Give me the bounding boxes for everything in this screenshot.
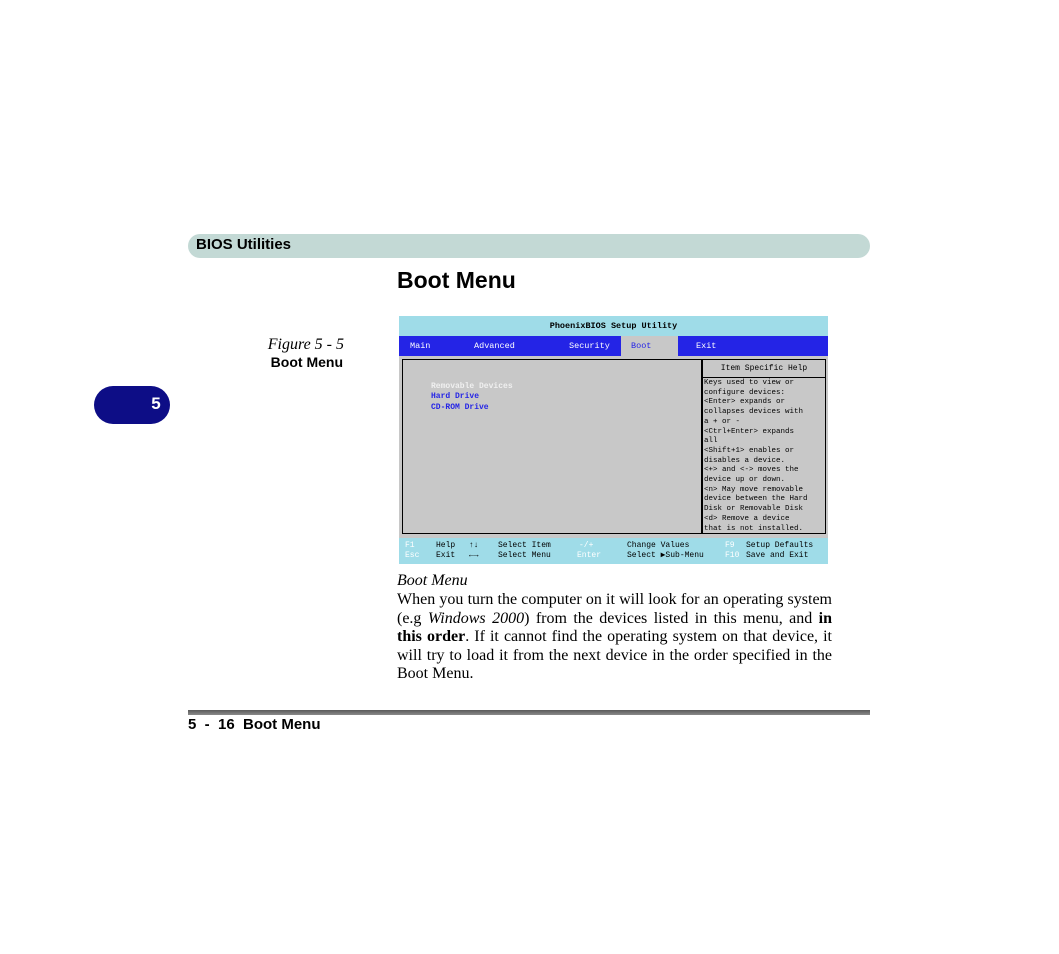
body-paragraph bbox=[397, 591, 832, 684]
bios-menu-security[interactable]: Security bbox=[569, 341, 610, 351]
help-line: <d> Remove a device bbox=[704, 514, 790, 523]
bios-menu-advanced[interactable]: Advanced bbox=[474, 341, 515, 351]
paragraph-bold: in this order bbox=[397, 609, 833, 645]
bios-body bbox=[399, 356, 828, 538]
help-line: <Enter> expands or bbox=[704, 398, 786, 407]
page-title: Boot Menu bbox=[397, 267, 516, 293]
help-line: <Ctrl+Enter> expands bbox=[704, 427, 795, 436]
key-minus-plus: -/+ bbox=[579, 541, 594, 550]
boot-item-removable-devices[interactable]: Removable Devices bbox=[431, 382, 513, 391]
header-title: BIOS Utilities bbox=[196, 236, 292, 253]
bios-menu-exit[interactable]: Exit bbox=[696, 341, 717, 351]
paragraph-text: . If it cannot find the operating system on that device, it will try to load it from the next device in the order specified in the Boot Menu. bbox=[397, 628, 833, 682]
help-line: Disk or Removable Disk bbox=[704, 505, 804, 514]
key-help-label: Help bbox=[436, 541, 456, 550]
help-line: device between the Hard bbox=[704, 495, 808, 504]
bios-menu-main[interactable]: Main bbox=[410, 341, 431, 351]
help-header: Item Specific Help bbox=[702, 359, 826, 378]
key-setup-defaults-label: Setup Defaults bbox=[746, 541, 814, 550]
arrow-up-down-icon: ↑↓ bbox=[469, 541, 479, 550]
figure-caption: Boot Menu bbox=[270, 354, 343, 370]
help-line: disables a device. bbox=[704, 456, 786, 465]
help-panel bbox=[702, 377, 826, 534]
paragraph-italic: Windows 2000 bbox=[427, 609, 525, 627]
help-line: all bbox=[704, 437, 718, 446]
paragraph-text: ) from the devices listed in this menu, and bbox=[524, 609, 819, 627]
bios-menu-boot[interactable]: Boot bbox=[621, 336, 678, 356]
key-enter: Enter bbox=[577, 551, 602, 560]
help-line: <n> May move removable bbox=[704, 485, 804, 494]
boot-item-cd-rom-drive[interactable]: CD-ROM Drive bbox=[431, 403, 489, 412]
bios-menubar bbox=[399, 336, 828, 356]
key-f1: F1 bbox=[405, 541, 415, 550]
key-exit-label: Exit bbox=[436, 551, 456, 560]
footer-page-label: 5 - 16 Boot Menu bbox=[188, 716, 321, 733]
help-line: <+> and <-> moves the bbox=[704, 466, 799, 475]
key-select-item-label: Select Item bbox=[498, 541, 551, 550]
boot-device-list bbox=[402, 359, 702, 534]
key-select-submenu-label: Select ▶Sub-Menu bbox=[627, 551, 704, 560]
key-esc: Esc bbox=[405, 551, 420, 560]
chapter-number: 5 bbox=[151, 394, 161, 413]
bios-screenshot bbox=[399, 316, 828, 564]
help-line: Keys used to view or bbox=[704, 379, 795, 387]
bios-keybar bbox=[399, 538, 828, 564]
help-line: device up or down. bbox=[704, 476, 786, 485]
arrow-left-right-icon: ←→ bbox=[469, 551, 479, 560]
figure-number: Figure 5 - 5 bbox=[267, 336, 344, 353]
key-change-values-label: Change Values bbox=[627, 541, 690, 550]
help-line: configure devices: bbox=[704, 388, 786, 397]
help-line: <Shift+1> enables or bbox=[704, 446, 795, 455]
help-line: a + or - bbox=[704, 417, 741, 426]
boot-item-hard-drive[interactable]: Hard Drive bbox=[431, 392, 480, 401]
key-save-exit-label: Save and Exit bbox=[746, 551, 809, 560]
section-subtitle: Boot Menu bbox=[397, 572, 468, 589]
key-select-menu-label: Select Menu bbox=[498, 551, 551, 560]
key-f10: F10 bbox=[725, 551, 740, 560]
paragraph-text: When you turn the computer on it will look for an operating system (e.g bbox=[397, 591, 832, 627]
help-line: collapses devices with bbox=[704, 408, 804, 417]
help-line: that is not installed. bbox=[704, 524, 804, 533]
bios-title: PhoenixBIOS Setup Utility bbox=[399, 316, 828, 336]
key-f9: F9 bbox=[725, 541, 735, 550]
